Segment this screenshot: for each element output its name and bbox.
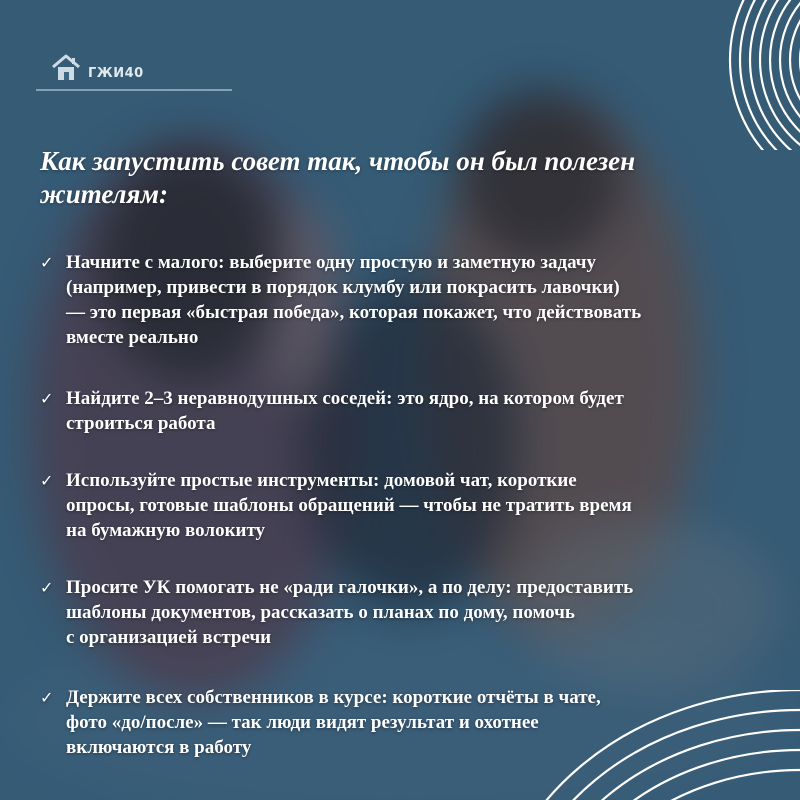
tip-text: Держите всех собственников в курсе: короткие отчёты в чате, фото «до/после» — так люди видят результат и охотнее включаются в работу <box>66 687 601 758</box>
tip-text: Найдите 2–3 неравнодушных соседей: это ядро, на котором будет строиться работа <box>66 388 624 434</box>
logo-text: ГЖИ40 <box>88 65 144 81</box>
tip-text: Просите УК помогать не «ради галочки», а по делу: предоставить шаблоны документов, рассказать о планах по дому, помочь с организацией встречи <box>66 577 634 648</box>
house-icon <box>50 52 82 84</box>
list-item <box>38 685 601 760</box>
list-item <box>38 575 633 650</box>
decorative-arcs-top-right <box>710 0 800 150</box>
page-title: Как запустить совет так, чтобы он был полезен жителям: <box>40 146 636 209</box>
list-item <box>38 468 632 543</box>
tip-text: Используйте простые инструменты: домовой чат, короткие опросы, готовые шаблоны обращений — чтобы не тратить время на бумажную волокиту <box>66 470 632 541</box>
logo-underline <box>36 89 232 91</box>
check-icon: ✓ <box>40 578 54 597</box>
list-item <box>38 386 624 436</box>
check-icon: ✓ <box>40 471 54 490</box>
check-icon: ✓ <box>40 688 54 707</box>
tip-text: Начните с малого: выберите одну простую и заметную задачу (например, привести в порядок клумбу или покрасить лавочки) — это первая «быстрая победа», которая покажет, что действовать вместе реально <box>66 252 642 348</box>
check-icon: ✓ <box>40 253 54 272</box>
check-icon: ✓ <box>40 389 54 408</box>
logo <box>50 52 144 84</box>
list-item <box>38 250 641 350</box>
